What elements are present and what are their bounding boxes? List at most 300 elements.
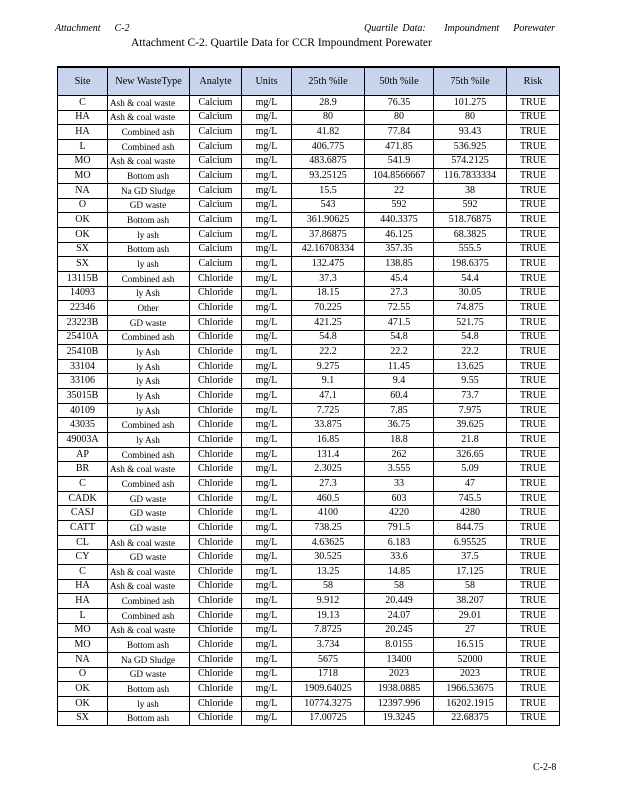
table-row <box>58 389 560 404</box>
analyte-cell: Calcium <box>190 257 242 272</box>
site-cell: HA <box>58 594 108 609</box>
p75-cell: 16.515 <box>434 638 507 653</box>
wastetype-cell: Ash & coal waste <box>108 154 190 169</box>
analyte-cell: Chloride <box>190 447 242 462</box>
p75-cell: 52000 <box>434 652 507 667</box>
col-header-50th: 50th %ile <box>365 67 434 96</box>
table-row <box>58 198 560 213</box>
table-body <box>58 96 560 726</box>
site-cell: C <box>58 96 108 111</box>
p50-cell: 19.3245 <box>365 711 434 726</box>
wastetype-cell: Other <box>108 301 190 316</box>
p75-cell: 27 <box>434 623 507 638</box>
p50-cell: 33.6 <box>365 550 434 565</box>
units-cell: mg/L <box>242 521 292 536</box>
units-cell: mg/L <box>242 169 292 184</box>
risk-cell: TRUE <box>507 623 560 638</box>
wastetype-cell: ly Ash <box>108 389 190 404</box>
wastetype-cell: GD waste <box>108 550 190 565</box>
analyte-cell: Chloride <box>190 711 242 726</box>
table-row <box>58 169 560 184</box>
table-row <box>58 125 560 140</box>
page-header-left <box>55 23 130 34</box>
analyte-cell: Chloride <box>190 330 242 345</box>
site-cell: OK <box>58 696 108 711</box>
wastetype-cell: Combined ash <box>108 418 190 433</box>
table-row <box>58 652 560 667</box>
risk-cell: TRUE <box>507 198 560 213</box>
p50-cell: 3.555 <box>365 462 434 477</box>
p75-cell: 54.4 <box>434 271 507 286</box>
p50-cell: 357.35 <box>365 242 434 257</box>
risk-cell: TRUE <box>507 418 560 433</box>
p75-cell: 47 <box>434 477 507 492</box>
wastetype-cell: Bottom ash <box>108 682 190 697</box>
site-cell: 43035 <box>58 418 108 433</box>
analyte-cell: Chloride <box>190 667 242 682</box>
risk-cell: TRUE <box>507 330 560 345</box>
site-cell: MO <box>58 638 108 653</box>
site-cell: L <box>58 608 108 623</box>
analyte-cell: Chloride <box>190 638 242 653</box>
p75-cell: 73.7 <box>434 389 507 404</box>
p75-cell: 39.625 <box>434 418 507 433</box>
p50-cell: 46.125 <box>365 227 434 242</box>
units-cell: mg/L <box>242 96 292 111</box>
analyte-cell: Calcium <box>190 183 242 198</box>
risk-cell: TRUE <box>507 139 560 154</box>
p25-cell: 16.85 <box>292 433 365 448</box>
p75-cell: 574.2125 <box>434 154 507 169</box>
wastetype-cell: Ash & coal waste <box>108 565 190 580</box>
risk-cell: TRUE <box>507 315 560 330</box>
analyte-cell: Chloride <box>190 359 242 374</box>
p50-cell: 592 <box>365 198 434 213</box>
risk-cell: TRUE <box>507 183 560 198</box>
p75-cell: 93.43 <box>434 125 507 140</box>
wastetype-cell: Ash & coal waste <box>108 96 190 111</box>
table-row <box>58 359 560 374</box>
risk-cell: TRUE <box>507 271 560 286</box>
table-row <box>58 242 560 257</box>
units-cell: mg/L <box>242 433 292 448</box>
wastetype-cell: Combined ash <box>108 447 190 462</box>
p50-cell: 20.245 <box>365 623 434 638</box>
analyte-cell: Calcium <box>190 96 242 111</box>
analyte-cell: Chloride <box>190 301 242 316</box>
p50-cell: 60.4 <box>365 389 434 404</box>
analyte-cell: Calcium <box>190 227 242 242</box>
p50-cell: 27.3 <box>365 286 434 301</box>
table-row <box>58 579 560 594</box>
wastetype-cell: GD waste <box>108 315 190 330</box>
col-header-wastetype: New WasteType <box>108 67 190 96</box>
analyte-cell: Chloride <box>190 491 242 506</box>
table-row <box>58 154 560 169</box>
table-row <box>58 286 560 301</box>
wastetype-cell: Bottom ash <box>108 638 190 653</box>
risk-cell: TRUE <box>507 608 560 623</box>
units-cell: mg/L <box>242 477 292 492</box>
p75-cell: 592 <box>434 198 507 213</box>
wastetype-cell: Ash & coal waste <box>108 535 190 550</box>
table-row <box>58 110 560 125</box>
p50-cell: 2023 <box>365 667 434 682</box>
p25-cell: 18.15 <box>292 286 365 301</box>
table-row <box>58 667 560 682</box>
table-row <box>58 330 560 345</box>
p75-cell: 21.8 <box>434 433 507 448</box>
units-cell: mg/L <box>242 667 292 682</box>
p50-cell: 7.85 <box>365 403 434 418</box>
analyte-cell: Chloride <box>190 565 242 580</box>
table-row <box>58 491 560 506</box>
analyte-cell: Calcium <box>190 213 242 228</box>
p50-cell: 440.3375 <box>365 213 434 228</box>
table-row <box>58 447 560 462</box>
site-cell: C <box>58 565 108 580</box>
p75-cell: 536.925 <box>434 139 507 154</box>
site-cell: CY <box>58 550 108 565</box>
analyte-cell: Chloride <box>190 535 242 550</box>
table-header-row <box>58 67 560 96</box>
col-header-risk: Risk <box>507 67 560 96</box>
p25-cell: 30.525 <box>292 550 365 565</box>
risk-cell: TRUE <box>507 506 560 521</box>
p50-cell: 58 <box>365 579 434 594</box>
units-cell: mg/L <box>242 125 292 140</box>
table-row <box>58 418 560 433</box>
table-row <box>58 315 560 330</box>
p50-cell: 1938.0885 <box>365 682 434 697</box>
table-row <box>58 608 560 623</box>
units-cell: mg/L <box>242 535 292 550</box>
page-number: C-2-8 <box>533 762 557 773</box>
p50-cell: 8.0155 <box>365 638 434 653</box>
risk-cell: TRUE <box>507 403 560 418</box>
p25-cell: 10774.3275 <box>292 696 365 711</box>
p25-cell: 70.225 <box>292 301 365 316</box>
site-cell: 14093 <box>58 286 108 301</box>
units-cell: mg/L <box>242 110 292 125</box>
wastetype-cell: ly Ash <box>108 374 190 389</box>
p25-cell: 47.1 <box>292 389 365 404</box>
wastetype-cell: GD waste <box>108 198 190 213</box>
units-cell: mg/L <box>242 608 292 623</box>
site-cell: CATT <box>58 521 108 536</box>
p75-cell: 844.75 <box>434 521 507 536</box>
header-quartile-label: Quartile Data: <box>364 23 426 34</box>
wastetype-cell: ly Ash <box>108 286 190 301</box>
site-cell: HA <box>58 125 108 140</box>
site-cell: 25410B <box>58 345 108 360</box>
risk-cell: TRUE <box>507 345 560 360</box>
table-row <box>58 682 560 697</box>
site-cell: CL <box>58 535 108 550</box>
header-attachment-label: Attachment <box>55 23 101 34</box>
wastetype-cell: GD waste <box>108 506 190 521</box>
site-cell: MO <box>58 169 108 184</box>
p75-cell: 22.68375 <box>434 711 507 726</box>
site-cell: O <box>58 667 108 682</box>
p75-cell: 116.7833334 <box>434 169 507 184</box>
p50-cell: 471.5 <box>365 315 434 330</box>
units-cell: mg/L <box>242 374 292 389</box>
p75-cell: 1966.53675 <box>434 682 507 697</box>
units-cell: mg/L <box>242 330 292 345</box>
p25-cell: 17.00725 <box>292 711 365 726</box>
p75-cell: 2023 <box>434 667 507 682</box>
units-cell: mg/L <box>242 227 292 242</box>
site-cell: SX <box>58 257 108 272</box>
p75-cell: 4280 <box>434 506 507 521</box>
p25-cell: 15.5 <box>292 183 365 198</box>
analyte-cell: Chloride <box>190 682 242 697</box>
p25-cell: 9.275 <box>292 359 365 374</box>
units-cell: mg/L <box>242 623 292 638</box>
wastetype-cell: Bottom ash <box>108 213 190 228</box>
analyte-cell: Chloride <box>190 403 242 418</box>
p25-cell: 5675 <box>292 652 365 667</box>
table-row <box>58 477 560 492</box>
p75-cell: 5.09 <box>434 462 507 477</box>
table-row <box>58 550 560 565</box>
table-row <box>58 535 560 550</box>
site-cell: OK <box>58 227 108 242</box>
wastetype-cell: Ash & coal waste <box>108 110 190 125</box>
wastetype-cell: ly ash <box>108 696 190 711</box>
wastetype-cell: GD waste <box>108 521 190 536</box>
p25-cell: 3.734 <box>292 638 365 653</box>
p75-cell: 745.5 <box>434 491 507 506</box>
p50-cell: 603 <box>365 491 434 506</box>
site-cell: 13115B <box>58 271 108 286</box>
units-cell: mg/L <box>242 447 292 462</box>
p75-cell: 13.625 <box>434 359 507 374</box>
site-cell: 22346 <box>58 301 108 316</box>
analyte-cell: Chloride <box>190 286 242 301</box>
p50-cell: 76.35 <box>365 96 434 111</box>
risk-cell: TRUE <box>507 125 560 140</box>
analyte-cell: Chloride <box>190 506 242 521</box>
analyte-cell: Calcium <box>190 169 242 184</box>
units-cell: mg/L <box>242 242 292 257</box>
site-cell: MO <box>58 154 108 169</box>
wastetype-cell: Combined ash <box>108 271 190 286</box>
units-cell: mg/L <box>242 315 292 330</box>
units-cell: mg/L <box>242 154 292 169</box>
analyte-cell: Chloride <box>190 433 242 448</box>
risk-cell: TRUE <box>507 491 560 506</box>
p25-cell: 4.63625 <box>292 535 365 550</box>
site-cell: SX <box>58 242 108 257</box>
wastetype-cell: Bottom ash <box>108 242 190 257</box>
units-cell: mg/L <box>242 139 292 154</box>
p50-cell: 80 <box>365 110 434 125</box>
p50-cell: 138.85 <box>365 257 434 272</box>
risk-cell: TRUE <box>507 667 560 682</box>
table-row <box>58 213 560 228</box>
p50-cell: 22 <box>365 183 434 198</box>
p25-cell: 460.5 <box>292 491 365 506</box>
p25-cell: 361.90625 <box>292 213 365 228</box>
p50-cell: 33 <box>365 477 434 492</box>
table-row <box>58 403 560 418</box>
analyte-cell: Chloride <box>190 389 242 404</box>
p75-cell: 37.5 <box>434 550 507 565</box>
p25-cell: 93.25125 <box>292 169 365 184</box>
header-impoundment-label: Impoundment <box>444 23 500 34</box>
p75-cell: 101.275 <box>434 96 507 111</box>
table-row <box>58 345 560 360</box>
table-row <box>58 183 560 198</box>
p25-cell: 54.8 <box>292 330 365 345</box>
risk-cell: TRUE <box>507 433 560 448</box>
p25-cell: 80 <box>292 110 365 125</box>
wastetype-cell: Bottom ash <box>108 169 190 184</box>
page-header-right <box>364 23 555 34</box>
units-cell: mg/L <box>242 711 292 726</box>
site-cell: O <box>58 198 108 213</box>
analyte-cell: Chloride <box>190 271 242 286</box>
p75-cell: 555.5 <box>434 242 507 257</box>
risk-cell: TRUE <box>507 594 560 609</box>
p25-cell: 483.6875 <box>292 154 365 169</box>
units-cell: mg/L <box>242 213 292 228</box>
table-row <box>58 271 560 286</box>
p25-cell: 7.725 <box>292 403 365 418</box>
site-cell: C <box>58 477 108 492</box>
table-row <box>58 301 560 316</box>
p25-cell: 28.9 <box>292 96 365 111</box>
table-row <box>58 594 560 609</box>
p25-cell: 58 <box>292 579 365 594</box>
wastetype-cell: GD waste <box>108 667 190 682</box>
table-row <box>58 227 560 242</box>
site-cell: NA <box>58 183 108 198</box>
table-row <box>58 96 560 111</box>
p50-cell: 791.5 <box>365 521 434 536</box>
p25-cell: 7.8725 <box>292 623 365 638</box>
units-cell: mg/L <box>242 301 292 316</box>
units-cell: mg/L <box>242 652 292 667</box>
analyte-cell: Chloride <box>190 550 242 565</box>
p75-cell: 521.75 <box>434 315 507 330</box>
analyte-cell: Chloride <box>190 623 242 638</box>
p50-cell: 6.183 <box>365 535 434 550</box>
p50-cell: 13400 <box>365 652 434 667</box>
table-row <box>58 711 560 726</box>
analyte-cell: Calcium <box>190 125 242 140</box>
p75-cell: 7.975 <box>434 403 507 418</box>
col-header-analyte: Analyte <box>190 67 242 96</box>
p50-cell: 54.8 <box>365 330 434 345</box>
wastetype-cell: Combined ash <box>108 125 190 140</box>
p25-cell: 132.475 <box>292 257 365 272</box>
wastetype-cell: ly Ash <box>108 345 190 360</box>
units-cell: mg/L <box>242 359 292 374</box>
units-cell: mg/L <box>242 491 292 506</box>
wastetype-cell: Combined ash <box>108 608 190 623</box>
units-cell: mg/L <box>242 579 292 594</box>
analyte-cell: Calcium <box>190 242 242 257</box>
analyte-cell: Chloride <box>190 594 242 609</box>
risk-cell: TRUE <box>507 154 560 169</box>
units-cell: mg/L <box>242 271 292 286</box>
col-header-75th: 75th %ile <box>434 67 507 96</box>
p25-cell: 19.13 <box>292 608 365 623</box>
units-cell: mg/L <box>242 183 292 198</box>
analyte-cell: Calcium <box>190 110 242 125</box>
analyte-cell: Chloride <box>190 374 242 389</box>
p25-cell: 37.3 <box>292 271 365 286</box>
p50-cell: 20.449 <box>365 594 434 609</box>
p25-cell: 131.4 <box>292 447 365 462</box>
header-porewater-label: Porewater <box>513 23 556 34</box>
p50-cell: 24.07 <box>365 608 434 623</box>
p25-cell: 42.16708334 <box>292 242 365 257</box>
p75-cell: 326.65 <box>434 447 507 462</box>
p50-cell: 262 <box>365 447 434 462</box>
site-cell: 25410A <box>58 330 108 345</box>
wastetype-cell: ly ash <box>108 257 190 272</box>
units-cell: mg/L <box>242 418 292 433</box>
p50-cell: 104.8566667 <box>365 169 434 184</box>
p25-cell: 9.1 <box>292 374 365 389</box>
p75-cell: 80 <box>434 110 507 125</box>
p50-cell: 12397.996 <box>365 696 434 711</box>
table-row <box>58 623 560 638</box>
risk-cell: TRUE <box>507 550 560 565</box>
risk-cell: TRUE <box>507 711 560 726</box>
units-cell: mg/L <box>242 462 292 477</box>
col-header-site: Site <box>58 67 108 96</box>
site-cell: AP <box>58 447 108 462</box>
p50-cell: 11.45 <box>365 359 434 374</box>
p25-cell: 406.775 <box>292 139 365 154</box>
p25-cell: 4100 <box>292 506 365 521</box>
wastetype-cell: ly Ash <box>108 359 190 374</box>
risk-cell: TRUE <box>507 359 560 374</box>
p75-cell: 29.01 <box>434 608 507 623</box>
site-cell: OK <box>58 213 108 228</box>
units-cell: mg/L <box>242 682 292 697</box>
site-cell: HA <box>58 110 108 125</box>
units-cell: mg/L <box>242 506 292 521</box>
p75-cell: 54.8 <box>434 330 507 345</box>
wastetype-cell: Combined ash <box>108 594 190 609</box>
wastetype-cell: Combined ash <box>108 477 190 492</box>
p50-cell: 471.85 <box>365 139 434 154</box>
p25-cell: 2.3025 <box>292 462 365 477</box>
risk-cell: TRUE <box>507 389 560 404</box>
risk-cell: TRUE <box>507 96 560 111</box>
risk-cell: TRUE <box>507 696 560 711</box>
p25-cell: 1718 <box>292 667 365 682</box>
analyte-cell: Chloride <box>190 579 242 594</box>
wastetype-cell: ly ash <box>108 227 190 242</box>
p75-cell: 9.55 <box>434 374 507 389</box>
risk-cell: TRUE <box>507 110 560 125</box>
p75-cell: 38 <box>434 183 507 198</box>
p25-cell: 33.875 <box>292 418 365 433</box>
site-cell: L <box>58 139 108 154</box>
p50-cell: 36.75 <box>365 418 434 433</box>
p50-cell: 541.9 <box>365 154 434 169</box>
site-cell: BR <box>58 462 108 477</box>
p75-cell: 198.6375 <box>434 257 507 272</box>
p25-cell: 421.25 <box>292 315 365 330</box>
